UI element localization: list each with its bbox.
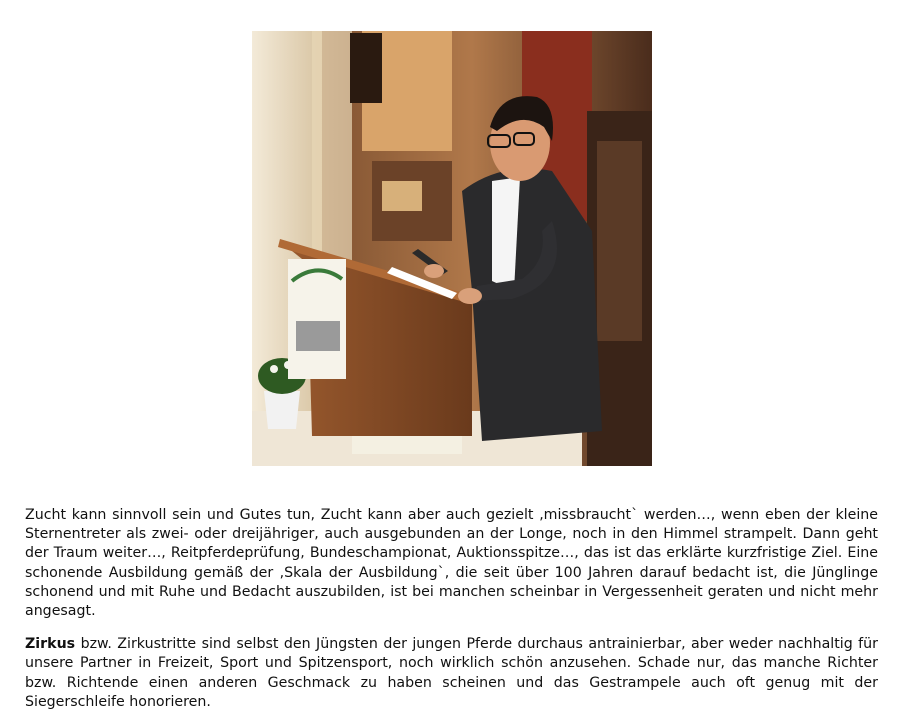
paragraph [25, 506, 878, 621]
speaker-photo [252, 31, 652, 466]
paragraph-body: bzw. Zirkustritte sind selbst den Jüngsten der jungen Pferde durchaus antrainierbar, aber weder nachhaltig für unsere Partner in Freizeit, Sport und Spitzensport, noch wirklich schön anzusehen. Schade nur, das manche Richter bzw. Richtende einen anderen Geschmack zu haben scheinen und das Gestrampele auch oft genug mit der Siegerschleife honorieren. [25, 636, 878, 710]
paragraph-lead: Zirkus [25, 636, 76, 653]
paragraph [25, 635, 878, 712]
speaker-photo-illustration [252, 31, 652, 466]
article-text [25, 506, 878, 726]
paragraph-body: Zucht kann sinnvoll sein und Gutes tun, Zucht kann aber auch gezielt ‚missbraucht` werden…, wenn eben der kleine Sternentreter als zwei- oder dreijähriger, auch ausgebunden an der Longe, noch in den Himmel strampelt. Dann geht der Traum weiter…, Reitpferdeprüfung, Bundeschampionat, Auktionsspitze…, das ist das erklärte kurzfristige Ziel. Eine schonende Ausbildung gemäß der ‚Skala der Ausbildung`, die seit über 100 Jahren darauf bedacht ist, die Jünglinge schonend und mit Ruhe und Bedacht auszubilden, ist bei manchen scheinbar in Vergessenheit geraten und nicht mehr angesagt. [25, 507, 878, 620]
